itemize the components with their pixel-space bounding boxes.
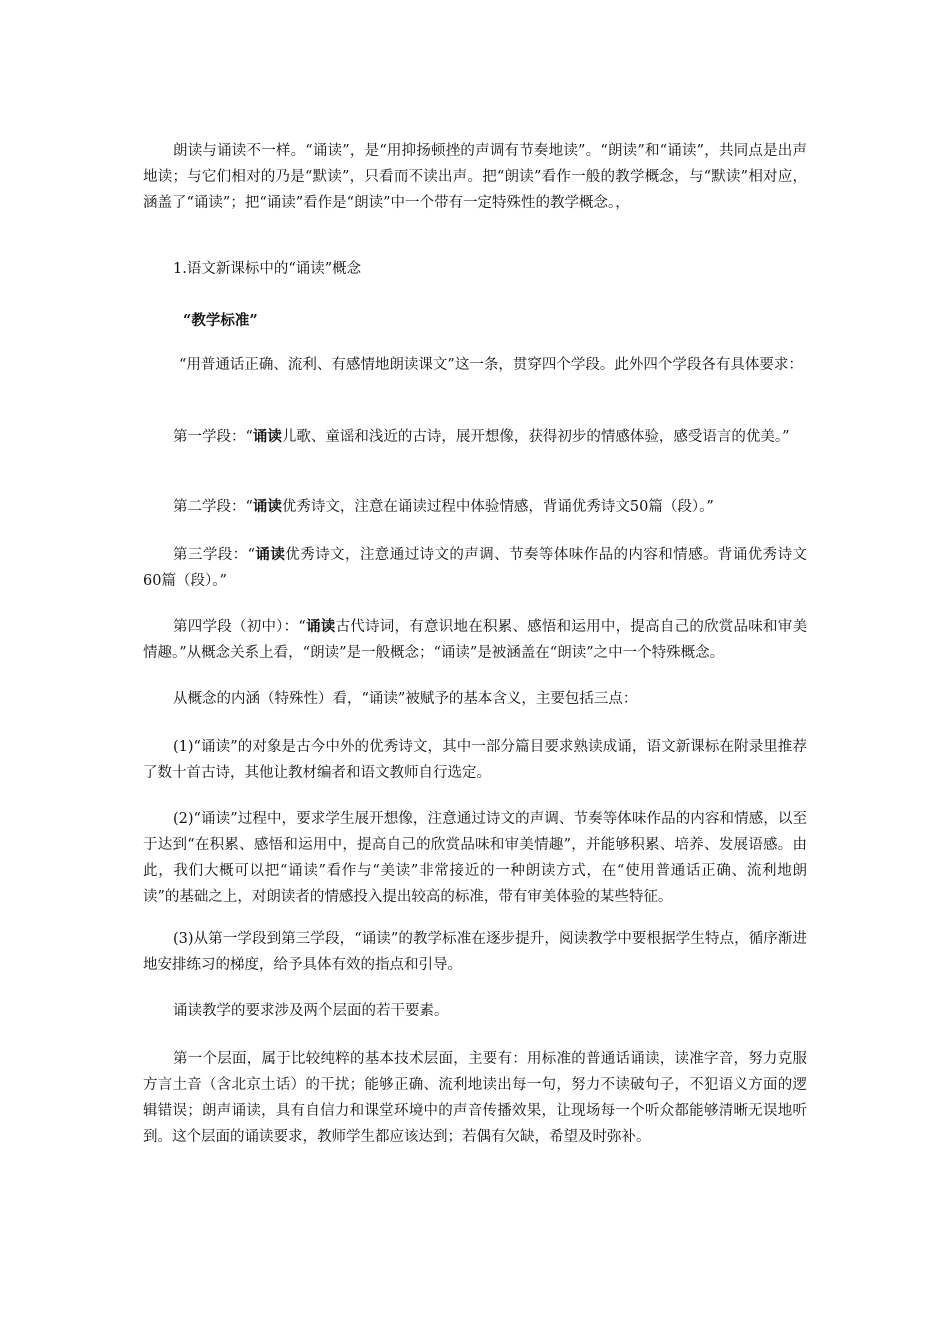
stage-2-text: 优秀诗文，注意在诵读过程中体验情感，背诵优秀诗文50篇（段）。” <box>281 499 714 515</box>
stage-2-keyword: 诵读 <box>252 498 282 515</box>
stage-3-keyword: 诵读 <box>255 546 286 563</box>
point-2-paragraph: (2)“诵读”过程中，要求学生展开想像，注意通过诗文的声调、节奏等体味作品的内容和情感，以至于达到“在积累、感悟和运用中，提高自己的欣赏品味和审美情趣”，并能够积累、培养、发展语感。由此，我们大概可以把“诵读”看作与“美读”非常接近的一种朗读方式，在“使用普通话正确、流利地朗读”的基础之上，对朗读者的情感投入提出较高的标准，带有审美体验的某些特征。 <box>143 811 807 905</box>
stage-1-keyword: 诵读 <box>252 428 282 445</box>
requirements-paragraph: 诵读教学的要求涉及两个层面的若干要素。 <box>173 1003 449 1019</box>
first-level-paragraph: 第一个层面，属于比较纯粹的基本技术层面，主要有：用标准的普通话诵读，读准字音，努力克服方言土音（含北京土话）的干扰；能够正确、流利地读出每一句，努力不读破句子，不犯语义方面的逻辑错误；朗声诵读，具有自信力和课堂环境中的声音传播效果，让现场每一个听众都能够清晰无误地听到。这个层面的诵读要求，教师学生都应该达到；若偶有欠缺，希望及时弥补。 <box>143 1051 807 1145</box>
connotation-paragraph: 从概念的内涵（特殊性）看，“诵读”被赋予的基本含义，主要包括三点： <box>173 691 638 707</box>
standard-intro-paragraph: “用普通话正确、流利、有感情地朗读课文”这一条，贯穿四个学段。此外四个学段各有具体要求： <box>179 357 803 373</box>
stage-3-paragraph <box>143 542 807 594</box>
stage-4-paragraph <box>143 614 807 666</box>
stage-4-keyword: 诵读 <box>305 618 336 635</box>
stage-3-text: 优秀诗文，注意通过诗文的声调、节奏等体味作品的内容和情感。背诵优秀诗文60篇（段）。” <box>143 547 808 589</box>
section-title: 1.语文新课标中的“诵读”概念 <box>173 261 362 277</box>
stage-1-text: 儿歌、童谣和浅近的古诗，展开想像，获得初步的情感体验，感受语言的优美。” <box>281 429 790 445</box>
stage-2-prefix: 第二学段：“ <box>173 499 253 515</box>
stage-4-text: 古代诗词，有意识地在积累、感悟和运用中，提高自己的欣赏品味和审美情趣。”从概念关系上看，“朗读”是一般概念；“诵读”是被涵盖在“朗读”之中一个特殊概念。 <box>143 619 808 661</box>
standard-heading: “教学标准” <box>183 312 258 329</box>
stage-4-prefix: 第四学段（初中）：“ <box>173 619 306 635</box>
stage-1-prefix: 第一学段：“ <box>173 429 253 445</box>
stage-2-paragraph <box>143 494 807 520</box>
stage-1-paragraph <box>143 424 807 450</box>
point-1-paragraph: (1)“诵读”的对象是古今中外的优秀诗文，其中一部分篇目要求熟读成诵，语文新课标在附录里推荐了数十首古诗，其他让教材编者和语文教师自行选定。 <box>143 739 807 781</box>
stage-3-prefix: 第三学段：“ <box>173 547 256 563</box>
point-3-paragraph: (3)从第一学段到第三学段，“诵读”的教学标准在逐步提升，阅读教学中要根据学生特点，循序渐进地安排练习的梯度，给予具体有效的指点和引导。 <box>143 931 807 973</box>
intro-paragraph: 朗读与诵读不一样。“诵读”，是“用抑扬顿挫的声调有节奏地读”。“朗读”和“诵读”，共同点是出声地读；与它们相对的乃是“默读”，只看而不读出声。把“朗读”看作一般的教学概念，与“默读”相对应，涵盖了“诵读”；把“诵读”看作是“朗读”中一个带有一定特殊性的教学概念。， <box>143 143 807 211</box>
